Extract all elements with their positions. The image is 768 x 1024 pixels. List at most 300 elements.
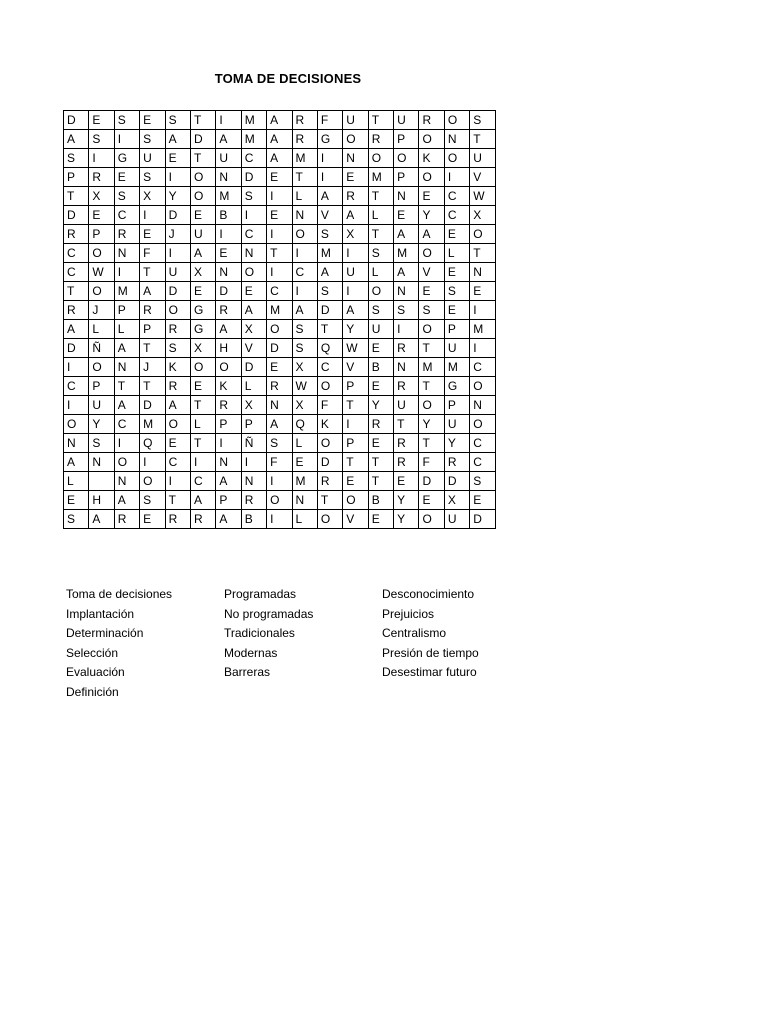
grid-cell: O [89,358,114,377]
grid-cell: K [165,358,190,377]
grid-cell: L [292,510,317,529]
grid-cell: L [292,187,317,206]
grid-cell: S [114,111,139,130]
grid-cell: A [190,244,215,263]
grid-cell: R [292,111,317,130]
grid-cell: E [267,358,292,377]
grid-cell: O [317,377,342,396]
grid-cell: A [216,320,241,339]
grid-cell: N [114,472,139,491]
grid-cell: P [216,491,241,510]
grid-cell: G [190,301,215,320]
grid-cell: E [89,111,114,130]
grid-row [64,282,496,301]
grid-cell: A [114,339,139,358]
grid-cell: M [419,358,444,377]
grid-cell: L [368,263,393,282]
grid-cell: O [343,491,368,510]
grid-cell: R [317,472,342,491]
grid-cell: L [444,244,469,263]
grid-cell: R [444,453,469,472]
grid-cell: S [140,130,165,149]
grid-cell: S [165,111,190,130]
grid-cell: C [470,358,495,377]
grid-cell: R [241,491,266,510]
grid-cell: O [190,168,215,187]
grid-cell: X [470,206,495,225]
grid-row [64,396,496,415]
grid-cell: O [267,320,292,339]
grid-cell: Y [419,206,444,225]
word-list-column-3 [382,585,479,683]
grid-cell: O [470,225,495,244]
grid-cell: U [394,396,419,415]
grid-cell: R [267,377,292,396]
grid-cell: T [419,434,444,453]
grid-cell: I [267,263,292,282]
grid-cell: Y [368,396,393,415]
grid-cell: C [444,206,469,225]
grid-cell: V [343,510,368,529]
grid-cell: E [241,282,266,301]
grid-cell: R [64,225,89,244]
grid-cell: O [190,187,215,206]
grid-cell: A [165,130,190,149]
grid-cell: D [267,339,292,358]
grid-cell: T [368,225,393,244]
grid-cell: T [140,377,165,396]
grid-cell: M [216,187,241,206]
grid-cell: R [89,168,114,187]
grid-cell: I [89,149,114,168]
grid-cell: A [267,149,292,168]
grid-cell: U [343,111,368,130]
grid-cell: T [368,187,393,206]
grid-cell: S [64,149,89,168]
grid-cell: Y [343,320,368,339]
grid-cell: S [317,225,342,244]
grid-cell: U [140,149,165,168]
grid-cell: I [140,453,165,472]
grid-cell: R [419,111,444,130]
grid-cell: T [190,434,215,453]
grid-row [64,339,496,358]
grid-cell: N [394,358,419,377]
grid-cell: T [165,491,190,510]
grid-row [64,320,496,339]
grid-cell: O [419,510,444,529]
grid-cell: H [89,491,114,510]
grid-cell: Ñ [89,339,114,358]
grid-cell: R [394,377,419,396]
grid-cell: S [368,244,393,263]
grid-row [64,149,496,168]
grid-cell: E [267,168,292,187]
grid-cell: Y [394,491,419,510]
grid-cell: Y [419,415,444,434]
grid-cell: C [267,282,292,301]
grid-cell: I [216,111,241,130]
grid-cell: F [419,453,444,472]
grid-cell: T [317,320,342,339]
grid-cell: O [419,396,444,415]
grid-cell: D [241,168,266,187]
grid-cell: Y [444,434,469,453]
grid-cell: E [419,282,444,301]
grid-cell: I [114,263,139,282]
grid-cell: Q [140,434,165,453]
grid-cell: N [292,491,317,510]
grid-cell: R [114,510,139,529]
grid-cell: O [190,358,215,377]
grid-cell: X [140,187,165,206]
word-list-item: Barreras [224,665,271,679]
grid-cell: X [292,396,317,415]
grid-cell: L [241,377,266,396]
grid-cell: D [470,510,495,529]
grid-cell: O [114,453,139,472]
grid-cell: C [444,187,469,206]
grid-cell: I [114,434,139,453]
grid-cell: P [343,434,368,453]
grid-cell: R [394,434,419,453]
grid-cell: E [444,263,469,282]
grid-cell: R [165,377,190,396]
grid-cell: E [140,225,165,244]
grid-cell: E [343,472,368,491]
grid-cell: O [470,415,495,434]
word-list-column-2 [224,585,313,683]
word-list-item: Implantación [66,606,135,621]
grid-cell: N [241,472,266,491]
grid-cell: D [317,301,342,320]
grid-cell: Q [292,415,317,434]
grid-cell: E [419,187,444,206]
grid-cell: T [292,168,317,187]
grid-cell: N [216,168,241,187]
word-list-item: Evaluación [66,665,125,679]
grid-cell: C [470,434,495,453]
grid-cell: R [394,339,419,358]
grid-cell: A [394,263,419,282]
grid-cell: S [140,168,165,187]
grid-cell: Ñ [241,434,266,453]
grid-cell: O [444,111,469,130]
grid-cell: S [241,187,266,206]
grid-cell: M [394,244,419,263]
grid-cell: A [64,453,89,472]
grid-cell: T [114,377,139,396]
grid-cell: A [140,282,165,301]
grid-cell: U [165,263,190,282]
grid-row [64,301,496,320]
grid-cell: R [165,320,190,339]
grid-cell: C [292,263,317,282]
grid-cell: A [216,472,241,491]
grid-row [64,225,496,244]
grid-cell: E [343,168,368,187]
grid-cell: T [140,339,165,358]
grid-row [64,491,496,510]
grid-cell: I [317,149,342,168]
grid-cell: D [165,282,190,301]
grid-cell: W [292,377,317,396]
grid-cell: P [89,377,114,396]
word-list-item: Desconocimiento [382,587,475,601]
grid-cell: A [343,206,368,225]
grid-cell: O [317,510,342,529]
grid-cell: L [292,434,317,453]
grid-cell: M [292,472,317,491]
grid-cell: U [444,339,469,358]
grid-cell: A [267,130,292,149]
grid-cell: S [89,130,114,149]
grid-cell: P [89,225,114,244]
grid-cell: D [64,206,89,225]
grid-cell: N [267,396,292,415]
grid-cell: A [419,225,444,244]
grid-cell: J [140,358,165,377]
grid-cell: C [317,358,342,377]
grid-cell: X [343,225,368,244]
word-list-item: Programadas [224,587,297,601]
grid-cell: C [190,472,215,491]
grid-cell: A [343,301,368,320]
grid-cell: E [368,377,393,396]
grid-cell: T [64,282,89,301]
grid-cell: I [64,358,89,377]
grid-cell: O [419,320,444,339]
word-list-item: No programadas [224,606,314,621]
grid-cell: N [216,263,241,282]
grid-cell: E [140,510,165,529]
grid-cell: T [317,491,342,510]
grid-cell: I [343,282,368,301]
grid-cell: S [267,434,292,453]
grid-cell: L [89,320,114,339]
grid-cell: T [368,472,393,491]
grid-cell: I [165,472,190,491]
grid-cell: F [317,396,342,415]
grid-cell: N [64,434,89,453]
grid-cell: A [114,491,139,510]
grid-cell: S [317,282,342,301]
grid-cell: P [114,301,139,320]
grid-cell: N [114,244,139,263]
grid-cell: A [317,187,342,206]
grid-cell: P [216,415,241,434]
grid-cell: M [444,358,469,377]
grid-cell: T [419,339,444,358]
grid-cell: A [241,301,266,320]
grid-cell: G [190,320,215,339]
grid-cell: R [165,510,190,529]
grid-cell: E [165,434,190,453]
grid-cell [89,472,114,491]
grid-cell: Y [394,510,419,529]
grid-cell: I [241,453,266,472]
grid-cell: X [241,396,266,415]
grid-cell: N [89,453,114,472]
grid-cell: S [368,301,393,320]
grid-cell: D [444,472,469,491]
grid-cell: E [368,510,393,529]
grid-cell: G [114,149,139,168]
grid-cell: O [140,472,165,491]
grid-cell: U [394,111,419,130]
grid-cell: U [444,415,469,434]
grid-cell: T [190,396,215,415]
grid-row [64,434,496,453]
word-list-item: Presión de tiempo [382,645,479,660]
grid-cell: R [368,415,393,434]
word-list-item: Tradicionales [224,626,295,640]
grid-cell: E [292,453,317,472]
grid-cell: M [140,415,165,434]
word-list-item: Modernas [224,645,278,660]
grid-cell: P [343,377,368,396]
grid-cell: R [216,301,241,320]
word-list-item: Selección [66,645,119,660]
grid-row [64,168,496,187]
grid-cell: M [267,301,292,320]
grid-row [64,377,496,396]
grid-cell: O [165,301,190,320]
grid-cell: A [89,510,114,529]
grid-cell: E [470,491,495,510]
page-title: TOMA DE DECISIONES [214,71,362,86]
grid-cell: F [140,244,165,263]
grid-cell: I [470,301,495,320]
word-list-item: Centralismo [382,626,447,640]
grid-cell: E [419,491,444,510]
grid-cell: G [317,130,342,149]
grid-cell: M [470,320,495,339]
grid-cell: E [64,491,89,510]
grid-cell: A [216,510,241,529]
grid-cell: D [64,111,89,130]
grid-row [64,358,496,377]
grid-cell: Y [89,415,114,434]
grid-cell: N [114,358,139,377]
grid-cell: F [267,453,292,472]
grid-cell: N [470,396,495,415]
grid-cell: O [267,491,292,510]
grid-cell: D [64,339,89,358]
grid-cell: S [64,510,89,529]
grid-row [64,244,496,263]
grid-cell: D [216,282,241,301]
grid-cell: O [216,358,241,377]
grid-cell: A [190,491,215,510]
grid-cell: E [190,282,215,301]
word-list-item: Determinación [66,626,144,640]
grid-cell: B [241,510,266,529]
grid-cell: S [292,339,317,358]
grid-cell: X [444,491,469,510]
grid-row [64,130,496,149]
grid-cell: I [216,434,241,453]
grid-cell: O [419,168,444,187]
grid-cell: T [470,244,495,263]
grid-cell: E [216,244,241,263]
grid-cell: O [292,225,317,244]
grid-cell: O [89,282,114,301]
grid-cell: I [343,244,368,263]
grid-cell: B [216,206,241,225]
grid-cell: N [292,206,317,225]
grid-row [64,263,496,282]
grid-row [64,111,496,130]
grid-cell: P [394,130,419,149]
grid-cell: F [317,111,342,130]
grid-cell: I [64,396,89,415]
grid-cell: R [343,187,368,206]
grid-cell: N [216,453,241,472]
grid-cell: U [470,149,495,168]
grid-cell: O [368,149,393,168]
grid-cell: K [419,149,444,168]
word-list-item: Prejuicios [382,606,435,621]
grid-cell: X [292,358,317,377]
grid-cell: I [165,168,190,187]
grid-cell: M [241,111,266,130]
grid-cell: I [241,206,266,225]
grid-cell: W [89,263,114,282]
grid-cell: M [114,282,139,301]
grid-cell: P [444,320,469,339]
grid-cell: E [368,339,393,358]
grid-cell: K [317,415,342,434]
grid-cell: I [190,453,215,472]
grid-cell: R [292,130,317,149]
grid-row [64,453,496,472]
grid-cell: E [190,206,215,225]
grid-cell: D [140,396,165,415]
grid-cell: M [292,149,317,168]
grid-cell: O [64,415,89,434]
grid-cell: V [241,339,266,358]
grid-cell: R [114,225,139,244]
grid-cell: S [292,320,317,339]
grid-cell: P [394,168,419,187]
grid-cell: O [470,377,495,396]
grid-cell: T [64,187,89,206]
grid-cell: Y [165,187,190,206]
grid-cell: C [64,244,89,263]
grid-cell: E [368,434,393,453]
grid-cell: U [190,225,215,244]
grid-cell: E [89,206,114,225]
grid-cell: U [89,396,114,415]
grid-cell: T [368,111,393,130]
grid-cell: V [470,168,495,187]
grid-cell: V [343,358,368,377]
grid-cell: E [444,225,469,244]
grid-cell: T [343,453,368,472]
grid-cell: E [165,149,190,168]
grid-cell: W [343,339,368,358]
grid-cell: X [241,320,266,339]
grid-cell: J [89,301,114,320]
grid-cell: C [114,206,139,225]
grid-cell: R [368,130,393,149]
grid-cell: R [190,510,215,529]
grid-cell: E [114,168,139,187]
grid-cell: I [165,244,190,263]
word-list-item: Definición [66,684,119,699]
grid-cell: I [267,225,292,244]
